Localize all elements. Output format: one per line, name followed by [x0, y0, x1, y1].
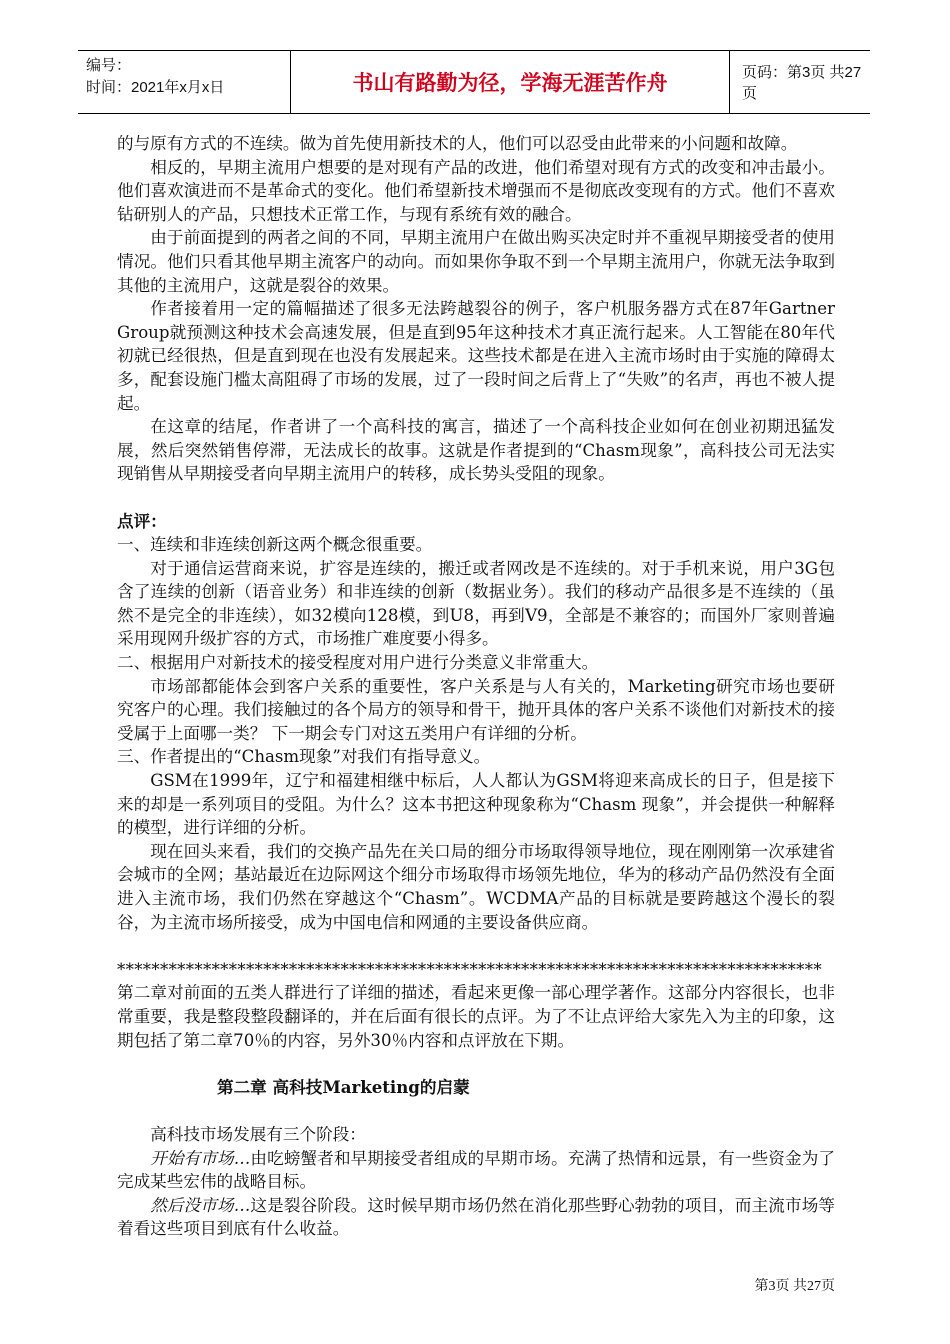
review-point: 三、作者提出的“Chasm现象”对我们有指导意义。 — [117, 747, 491, 767]
paragraph: 高科技市场发展有三个阶段： — [150, 1124, 366, 1144]
stage-paragraph — [117, 1147, 835, 1194]
header-left — [86, 55, 286, 99]
spacer — [117, 486, 835, 510]
spacer — [117, 1099, 835, 1123]
stage-text: 这是裂谷阶段。这时候早期市场仍然在消化那些野心勃勃的项目，而主流市场等着看这些项目到底有什么收益。 — [117, 1195, 836, 1239]
document-time-label: 时间：2021年x月x日 — [86, 79, 225, 96]
paragraph: 在这章的结尾，作者讲了一个高科技的寓言，描述了一个高科技企业如何在创业初期迅猛发展，然后突然销售停滞，无法成长的故事。这就是作者提到的“Chasm现象”，高科技公司无法实现销售从早期接受者向早期主流用户的转移，成长势头受阻的现象。 — [117, 417, 835, 484]
stage-text: 由吃螃蟹者和早期接受者组成的早期市场。充满了热情和远景，有一些资金为了完成某些宏伟的战略目标。 — [117, 1148, 836, 1192]
paragraph: 第二章对前面的五类人群进行了详细的描述，看起来更像一部心理学著作。这部分内容很长，也非常重要，我是整段整段翻译的，并在后面有很长的点评。为了不让点评给大家先入为主的印象，这期包括了第二章70％的内容，另外30％内容和点评放在下期。 — [117, 983, 835, 1050]
paragraph: 作者接着用一定的篇幅描述了很多无法跨越裂谷的例子，客户机服务器方式在87年Gartner Group就预测这种技术会高速发展，但是直到95年这种技术才真正流行起来。人工智能在80年代初就已经很热，但是直到现在也没有发展起来。这些技术都是在进入主流市场时由于实施的障碍太多，配套设施门槛太高阻碍了市场的发展，过了一段时间之后背上了“失败”的名声，再也不被人提起。 — [117, 299, 835, 413]
paragraph: 由于前面提到的两者之间的不同，早期主流用户在做出购买决定时并不重视早期接受者的使用情况。他们只看其他早期主流客户的动向。而如果你争取不到一个早期主流用户，你就无法争取到其他的主流用户，这就是裂谷的效果。 — [117, 228, 835, 295]
document-body — [117, 132, 835, 1241]
stage-name: 开始有市场… — [150, 1148, 251, 1168]
separator-line: ********************************************************************************** — [117, 959, 822, 979]
paragraph: 市场部都能体会到客户关系的重要性，客户关系是与人有关的，Marketing研究市场也要研究客户的心理。我们接触过的各个局方的领导和骨干，抛开具体的客户关系不谈他们对新技术的接受属于上面哪一类？ 下一期会专门对这五类用户有详细的分析。 — [117, 676, 835, 743]
stage-name: 然后没市场… — [150, 1195, 251, 1215]
review-point: 一、连续和非连续创新这两个概念很重要。 — [117, 535, 433, 555]
document-number-label: 编号： — [86, 57, 132, 74]
page-footer: 第3页 共27页 — [754, 1279, 835, 1294]
stage-paragraph — [117, 1194, 835, 1241]
paragraph: 相反的，早期主流用户想要的是对现有产品的改进，他们希望对现有方式的改变和冲击最小。他们喜欢演进而不是革命式的变化。他们希望新技术增强而不是彻底改变现有的方式。他们不喜欢钻研别人的产品，只想技术正常工作，与现有系统有效的融合。 — [117, 157, 835, 224]
header-motto: 书山有路勤为径，学海无涯苦作舟 — [290, 51, 730, 113]
paragraph: 现在回头来看，我们的交换产品先在关口局的细分市场取得领导地位，现在刚刚第一次承建省会城市的全网；基站最近在边际网这个细分市场取得市场领先地位，华为的移动产品仍然没有全面进入主流市场，我们仍然在穿越这个“Chasm”。WCDMA产品的目标就是要跨越这个漫长的裂谷，为主流市场所接受，成为中国电信和网通的主要设备供应商。 — [117, 841, 835, 932]
spacer — [117, 934, 835, 958]
paragraph: 对于通信运营商来说，扩容是连续的，搬迁或者网改是不连续的。对于手机来说，用户3G包含了连续的创新（语音业务）和非连续的创新（数据业务）。我们的移动产品很多是不连续的（虽然不是完全的非连续），如32模向128模，到U8，再到V9，全部是不兼容的；而国外厂家则普遍采用现网升级扩容的方式，市场推广难度要小得多。 — [117, 558, 835, 649]
chapter-title: 第二章 高科技Marketing的启蒙 — [217, 1076, 470, 1097]
review-point: 二、根据用户对新技术的接受程度对用户进行分类意义非常重大。 — [117, 653, 599, 673]
spacer — [117, 1052, 835, 1076]
paragraph: GSM在1999年，辽宁和福建相继中标后，人人都认为GSM将迎来高成长的日子，但是接下来的却是一系列项目的受阻。为什么？这本书把这种现象称为“Chasm 现象”，并会提供一种解释的模型，进行详细的分析。 — [117, 771, 835, 838]
page-header — [78, 50, 870, 114]
paragraph: 的与原有方式的不连续。做为首先使用新技术的人，他们可以忍受由此带来的小问题和故障。 — [117, 134, 798, 153]
review-heading: 点评： — [117, 510, 167, 531]
header-page-label: 页码：第3页 共27页 — [742, 64, 862, 102]
